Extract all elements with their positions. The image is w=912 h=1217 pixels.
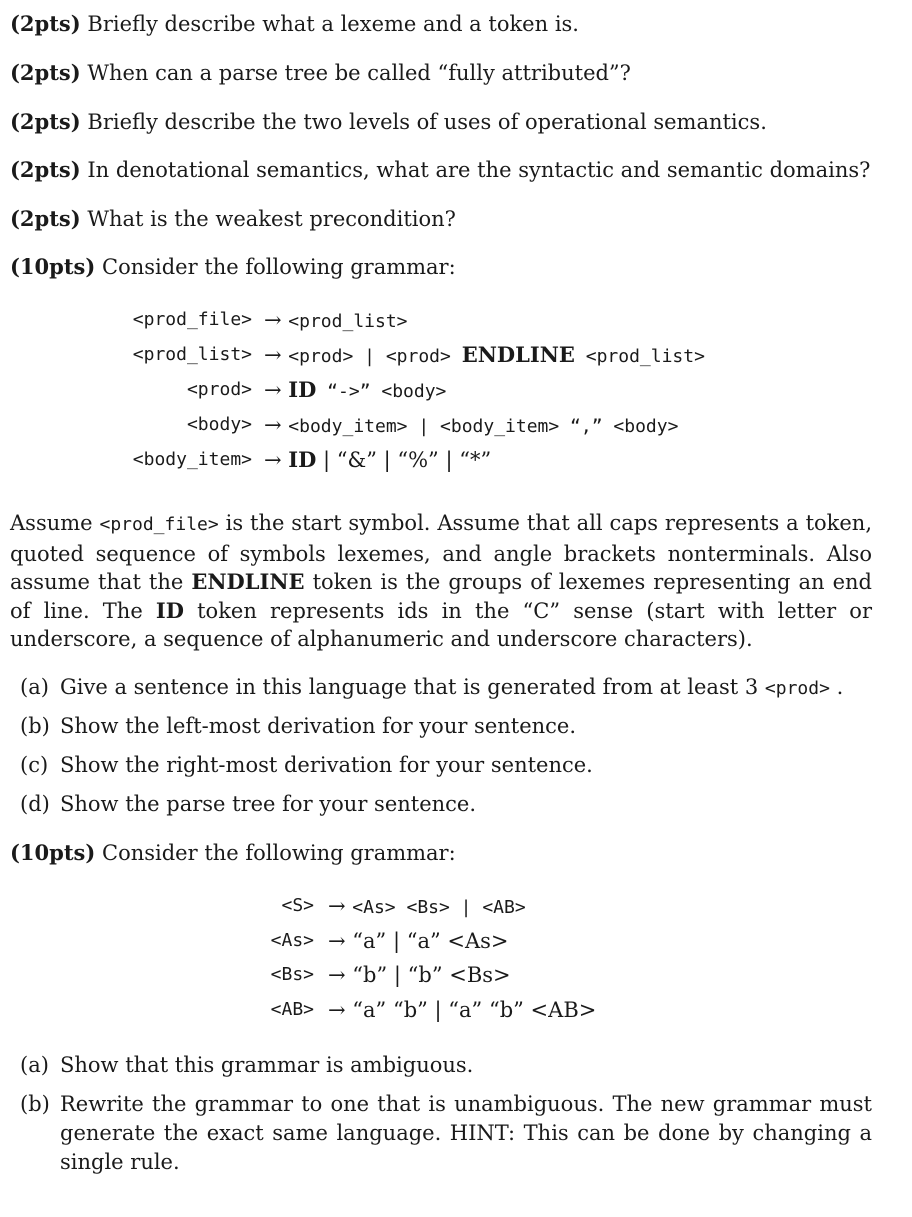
question-4 bbox=[10, 157, 870, 183]
arrow-icon: → bbox=[264, 343, 282, 367]
arrow-icon: → bbox=[264, 308, 282, 332]
paragraph-text: token is the groups of lexemes representing an end of line. The bbox=[10, 570, 872, 623]
part-text-main: Give a sentence in this language that is generated from at least 3 bbox=[60, 675, 765, 699]
question-3 bbox=[10, 109, 767, 135]
rule-lhs: <AB> bbox=[270, 999, 314, 1020]
question-text: Consider the following grammar: bbox=[102, 841, 456, 865]
arrow-icon: → bbox=[264, 378, 282, 402]
part-text bbox=[60, 673, 872, 703]
rule-rhs: <prod> | <prod> bbox=[288, 346, 462, 367]
question-points: (10pts) bbox=[10, 840, 96, 865]
part-text: Show that this grammar is ambiguous. bbox=[60, 1053, 474, 1077]
rule-lhs: <As> bbox=[270, 930, 314, 951]
rule-body bbox=[264, 307, 408, 335]
arrow-icon: → bbox=[264, 413, 282, 437]
part-item bbox=[20, 712, 872, 742]
question-5 bbox=[10, 206, 456, 232]
question-text: When can a parse tree be called “fully attributed”? bbox=[87, 61, 631, 85]
rule-lhs: <body> bbox=[186, 414, 252, 435]
part-text: Show the parse tree for your sentence. bbox=[60, 792, 477, 816]
arrow-icon: → bbox=[328, 929, 346, 953]
question-text: Consider the following grammar: bbox=[102, 255, 456, 279]
token-id: ID bbox=[155, 597, 184, 623]
part-tail: . bbox=[829, 675, 844, 699]
arrow-icon: → bbox=[328, 894, 346, 918]
arrow-icon: → bbox=[328, 998, 346, 1022]
rule-rhs-tail: “->” <body> bbox=[316, 381, 447, 402]
question-points: (2pts) bbox=[10, 157, 81, 182]
question-points: (10pts) bbox=[10, 254, 96, 279]
arrow-icon: → bbox=[328, 963, 346, 987]
rule-lhs: <body_item> bbox=[132, 449, 252, 470]
question-text: In denotational semantics, what are the syntactic and semantic domains? bbox=[87, 158, 871, 182]
arrow-icon: → bbox=[264, 448, 282, 472]
start-symbol: <prod_file> bbox=[99, 514, 219, 535]
question-points: (2pts) bbox=[10, 11, 81, 36]
rule-lhs: <Bs> bbox=[270, 964, 314, 985]
question-points: (2pts) bbox=[10, 206, 81, 231]
rule-body bbox=[264, 342, 705, 370]
rule-lhs: <prod> bbox=[186, 379, 252, 400]
paragraph-text: Assume bbox=[10, 511, 100, 535]
paragraph-text: token represents ids in the “C” sense (start with letter or underscore, a sequence of alphanumeric and underscore characters). bbox=[10, 598, 872, 651]
part-label: (d) bbox=[20, 792, 50, 816]
part-label: (a) bbox=[20, 675, 49, 699]
part-text: Show the right-most derivation for your sentence. bbox=[60, 753, 593, 777]
rule-rhs-tail: | “&” | “%” | “*” bbox=[316, 448, 492, 472]
rule-body bbox=[264, 377, 446, 405]
rule-rhs: “a” | “a” <As> bbox=[352, 929, 509, 953]
question-points: (2pts) bbox=[10, 109, 81, 134]
part-item bbox=[20, 673, 872, 703]
assumptions-paragraph bbox=[10, 509, 872, 654]
token-id: ID bbox=[288, 447, 317, 472]
rule-body bbox=[328, 962, 511, 988]
question-2 bbox=[10, 60, 631, 86]
part-item bbox=[20, 1090, 872, 1180]
part-item bbox=[20, 1051, 872, 1081]
question-1 bbox=[10, 11, 579, 37]
rule-lhs: <prod_list> bbox=[132, 344, 252, 365]
token-endline: ENDLINE bbox=[191, 569, 305, 594]
rule-lhs: <prod_file> bbox=[132, 309, 252, 330]
part-label: (b) bbox=[20, 1092, 50, 1116]
part-label: (b) bbox=[20, 714, 50, 738]
question-points: (2pts) bbox=[10, 60, 81, 85]
rule-rhs: <body_item> | <body_item> “,” <body> bbox=[288, 416, 679, 437]
question-6 bbox=[10, 254, 456, 280]
part-code: <prod> bbox=[764, 678, 830, 699]
rule-rhs: “a” “b” | “a” “b” <AB> bbox=[352, 998, 597, 1022]
rule-body bbox=[328, 928, 509, 954]
part-text: Rewrite the grammar to one that is unambiguous. The new grammar must generate the exact same language. HINT: This can be done by changing a single rule. bbox=[60, 1092, 872, 1174]
rule-body bbox=[328, 997, 596, 1023]
token-id: ID bbox=[288, 377, 317, 402]
part-label: (c) bbox=[20, 753, 49, 777]
part-text: Show the left-most derivation for your sentence. bbox=[60, 714, 577, 738]
rule-body bbox=[328, 893, 526, 921]
rule-rhs: <prod_list> bbox=[288, 311, 408, 332]
question-7 bbox=[10, 840, 456, 866]
rule-rhs: “b” | “b” <Bs> bbox=[352, 963, 511, 987]
question-text: Briefly describe what a lexeme and a token is. bbox=[87, 12, 579, 36]
part-label: (a) bbox=[20, 1053, 49, 1077]
question-text: What is the weakest precondition? bbox=[87, 207, 456, 231]
token-endline: ENDLINE bbox=[461, 342, 575, 367]
rule-rhs: <As> <Bs> | <AB> bbox=[352, 897, 526, 918]
rule-body bbox=[264, 447, 491, 473]
part-item bbox=[20, 751, 872, 781]
rule-rhs-tail: <prod_list> bbox=[574, 346, 705, 367]
rule-lhs: <S> bbox=[281, 895, 314, 916]
paragraph-text: is the start symbol. Assume that all caps represents a token, quoted sequence of symbols lexemes, and angle brackets nonterminals. Also assume that the bbox=[10, 511, 873, 594]
question-text: Briefly describe the two levels of uses of operational semantics. bbox=[87, 110, 767, 134]
part-item bbox=[20, 790, 872, 820]
rule-body bbox=[264, 412, 678, 440]
